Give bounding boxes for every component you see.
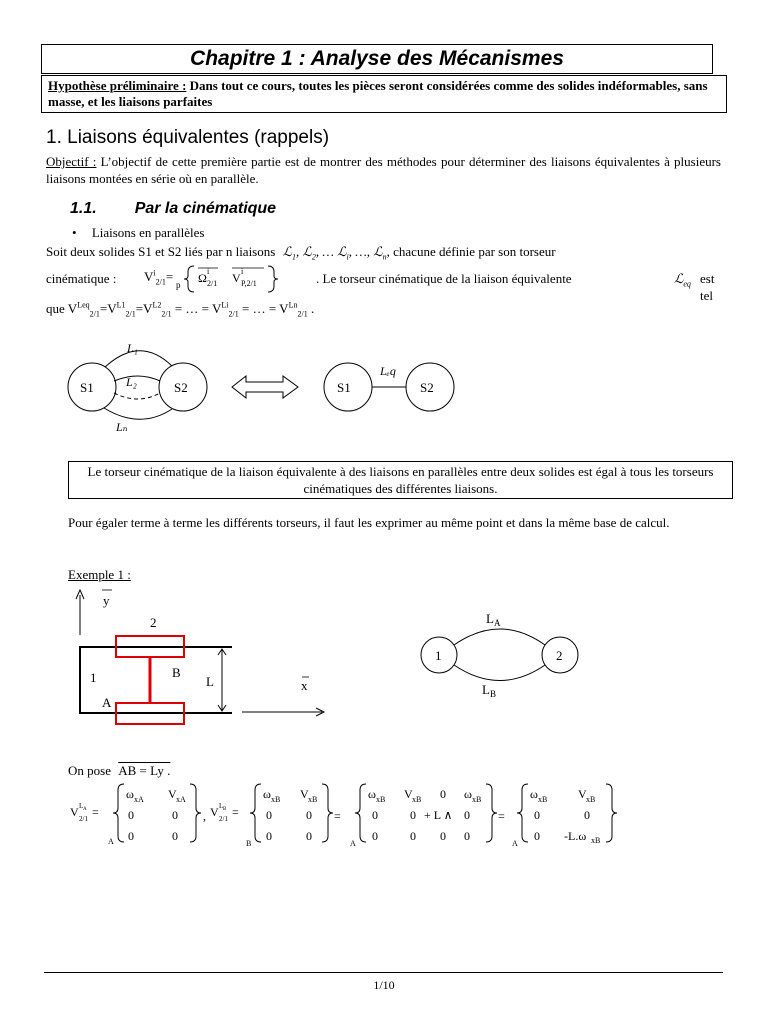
parallel-paragraph-line3: que $V^{Leq}_{2/1}=V^{L1}_{2/1}=V^{L2}_{2/1}$ = … = $V^{Li}_{2/1}$ = … = $V^{Ln}_{2/1}$ . xyxy=(46,300,315,319)
svg-text:0: 0 xyxy=(306,808,312,822)
parallel-paragraph-line2: cinématique : $V^i_{2/1}=$ p Ω i 2/1 V i P,2/1 . Le torseur cinématique de la liaison équivalente ℒ$_{eq}$ est tel xyxy=(46,270,722,296)
svg-text:=: = xyxy=(498,809,505,823)
torsor-matrices xyxy=(68,780,628,848)
equivalence-arrow-icon xyxy=(232,376,298,398)
svg-text:0: 0 xyxy=(172,808,178,822)
svg-text:ω: ω xyxy=(263,787,271,801)
svg-text:A: A xyxy=(350,839,356,848)
l1-label: L₁ xyxy=(127,341,138,355)
svg-text:xA: xA xyxy=(134,795,144,804)
svg-text:V: V xyxy=(210,805,219,819)
svg-text:2/1: 2/1 xyxy=(219,815,228,823)
svg-text:ω: ω xyxy=(368,787,376,801)
x-label: x xyxy=(301,678,308,693)
on-pose-text: On pose xyxy=(68,763,111,778)
part-2-label: 2 xyxy=(150,615,157,630)
para-text-1: Soit deux solides S1 et S2 liés par n liaisons xyxy=(46,244,276,259)
svg-text:=: = xyxy=(232,805,239,819)
svg-text:0: 0 xyxy=(464,829,470,843)
s2-label: S2 xyxy=(174,380,188,395)
bullet-item xyxy=(72,224,204,241)
s2-eq-label: S2 xyxy=(420,380,434,395)
svg-text:xA: xA xyxy=(176,795,186,804)
svg-text:0: 0 xyxy=(128,808,134,822)
svg-text:i: i xyxy=(207,267,210,276)
part-1-label: 1 xyxy=(90,670,97,685)
example-label: Exemple 1 : xyxy=(68,567,131,582)
example-links-graph xyxy=(420,608,590,703)
svg-text:0: 0 xyxy=(172,829,178,843)
svg-text:0: 0 xyxy=(534,829,540,843)
para-text-5: est tel xyxy=(700,271,715,303)
svg-text:=: = xyxy=(92,805,99,819)
svg-text:B: B xyxy=(223,807,227,812)
svg-text:ω: ω xyxy=(530,787,538,801)
svg-text:xB: xB xyxy=(271,795,281,804)
subsection-title xyxy=(70,200,276,218)
chapter-title: Chapitre 1 : Analyse des Mécanismes xyxy=(41,44,713,74)
svg-text:V: V xyxy=(404,787,413,801)
graph-lb-label: $L_B$ xyxy=(482,682,496,699)
example-mechanism-figure xyxy=(60,585,340,730)
parallel-paragraph-line1: Soit deux solides S1 et S2 liés par n liaisons ℒ$_1$, ℒ$_2$, … ℒ$_i$, …, ℒ$_n$, chacune définie par son torseur xyxy=(46,244,556,262)
same-point-paragraph: Pour égaler terme à terme les différents torseurs, il faut les exprimer au même point et dans la même base de calcul. xyxy=(68,515,670,530)
svg-text:,: , xyxy=(203,809,206,823)
svg-text:0: 0 xyxy=(534,808,540,822)
svg-text:i: i xyxy=(241,267,244,276)
subsection-text: Par la cinématique xyxy=(134,200,277,217)
svg-text:xB: xB xyxy=(412,795,422,804)
svg-text:V: V xyxy=(70,805,79,819)
svg-text:ω: ω xyxy=(126,787,134,801)
svg-text:xB: xB xyxy=(538,795,548,804)
svg-text:L: L xyxy=(79,802,84,810)
svg-text:0: 0 xyxy=(440,787,446,801)
svg-text:0: 0 xyxy=(464,808,470,822)
ln-label: Lₙ xyxy=(116,420,128,434)
para-text-6: que xyxy=(46,301,65,316)
bullet-text: Liaisons en parallèles xyxy=(91,225,205,240)
svg-text:0: 0 xyxy=(584,808,590,822)
svg-text:xB: xB xyxy=(472,795,482,804)
footer-divider xyxy=(44,972,723,973)
s1-label: S1 xyxy=(80,380,94,395)
objective-text: L’objectif de cette première partie est de montrer des méthodes pour déterminer des liaisons équivalentes à plusieurs liaisons montées en série où en parallèle. xyxy=(46,154,721,186)
svg-text:xB: xB xyxy=(376,795,386,804)
l2-label: L₂ xyxy=(126,375,137,389)
svg-text:B: B xyxy=(246,839,252,848)
svg-text:0: 0 xyxy=(128,829,134,843)
y-label: y xyxy=(103,593,110,608)
on-pose-line xyxy=(68,762,170,779)
svg-text:xB: xB xyxy=(308,795,318,804)
graph-node-1: 1 xyxy=(435,648,442,663)
svg-text:xB: xB xyxy=(591,836,601,845)
svg-text:0: 0 xyxy=(372,829,378,843)
objective-paragraph xyxy=(46,153,721,187)
hypothesis-box xyxy=(41,75,727,113)
svg-text:P,2/1: P,2/1 xyxy=(241,279,257,288)
ab-equation: AB = Ly . xyxy=(118,763,171,778)
svg-text:A: A xyxy=(512,839,518,848)
svg-text:0: 0 xyxy=(266,829,272,843)
result-box: Le torseur cinématique de la liaison équivalente à des liaisons en parallèles entre deux solides est égal à tous les torseurs cinématiques des différentes liaisons. xyxy=(68,461,733,499)
parallel-links-diagram xyxy=(60,335,480,440)
svg-text:0: 0 xyxy=(410,808,416,822)
s1-eq-label: S1 xyxy=(337,380,351,395)
svg-text:0: 0 xyxy=(372,808,378,822)
plus-l-wedge: + L ∧ xyxy=(424,808,453,822)
svg-text:0: 0 xyxy=(410,829,416,843)
svg-text:Ω: Ω xyxy=(198,271,207,285)
svg-text:p: p xyxy=(176,280,181,290)
page-number: 1/10 xyxy=(373,978,395,992)
svg-text:L: L xyxy=(219,802,224,810)
svg-text:A: A xyxy=(108,837,114,846)
para-text-4: . Le torseur cinématique de la liaison équivalente xyxy=(316,271,572,286)
svg-text:0: 0 xyxy=(440,829,446,843)
minus-l-omega: -L.ω xyxy=(564,829,587,843)
svg-text:2/1: 2/1 xyxy=(79,815,88,823)
para-text-2: , chacune définie par son torseur xyxy=(386,244,556,259)
svg-text:0: 0 xyxy=(266,808,272,822)
objective-label: Objectif : xyxy=(46,154,97,169)
point-a-label: A xyxy=(102,695,112,710)
point-b-label: B xyxy=(172,665,181,680)
svg-text:A: A xyxy=(83,807,87,812)
svg-text:V: V xyxy=(300,787,309,801)
svg-text:ω: ω xyxy=(464,787,472,801)
l-dimension-label: L xyxy=(206,674,214,689)
svg-text:=: = xyxy=(334,809,341,823)
torsor-formula-1 xyxy=(176,264,336,294)
svg-text:V: V xyxy=(232,271,241,285)
hypothesis-text: Dans tout ce cours, toutes les pièces seront considérées comme des solides indéformables, sans masse, et les liaisons parfaites xyxy=(48,78,708,109)
svg-text:V: V xyxy=(168,787,177,801)
svg-text:2/1: 2/1 xyxy=(207,279,218,288)
graph-la-label: $L_A$ xyxy=(486,611,501,628)
svg-text:0: 0 xyxy=(306,829,312,843)
subsection-number: 1.1. xyxy=(70,200,97,217)
graph-node-2: 2 xyxy=(556,648,563,663)
bullet-icon: • xyxy=(72,225,77,240)
section-title: 1. Liaisons équivalentes (rappels) xyxy=(46,127,330,148)
hypothesis-label: Hypothèse préliminaire : xyxy=(48,78,187,93)
svg-text:V: V xyxy=(578,787,587,801)
leq-label: Lₑq xyxy=(380,364,396,378)
svg-text:xB: xB xyxy=(586,795,596,804)
para-text-3: cinématique : xyxy=(46,271,117,286)
